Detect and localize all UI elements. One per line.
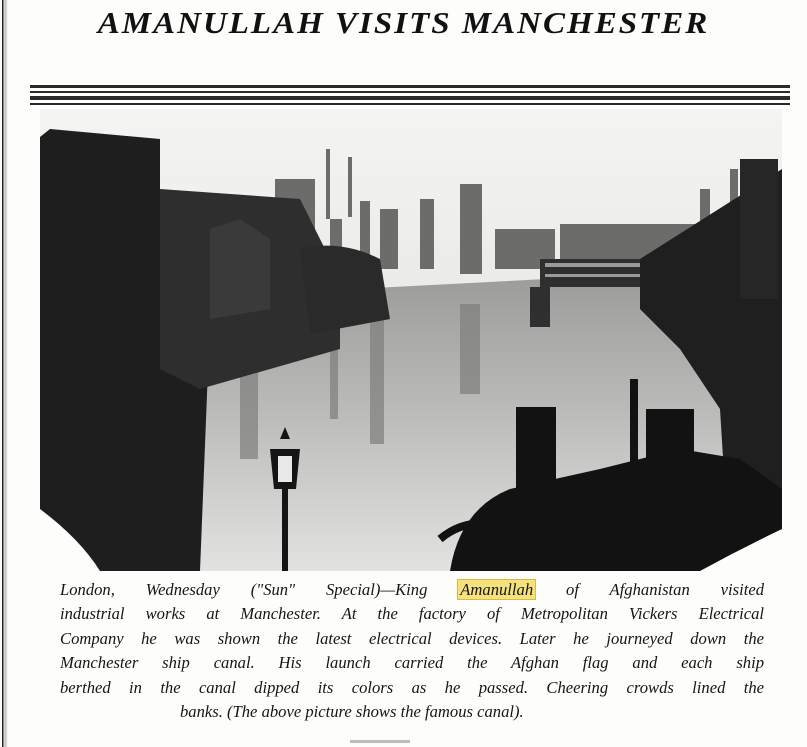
caption-line-5: berthed in the canal dipped its colors as he passed. Cheering crowds lined the xyxy=(60,677,764,697)
canal-photograph xyxy=(40,109,782,571)
headline: AMANULLAH VISITS MANCHESTER xyxy=(97,7,710,41)
caption-line-4: Manchester ship canal. His launch carried the Afghan flag and each ship xyxy=(60,653,764,673)
caption-line-2: industrial works at Manchester. At the factory of Metropolitan Vickers Electrical xyxy=(60,604,764,624)
caption-text: London, Wednesday ("Sun" Special)—King xyxy=(60,580,459,599)
photo-caption xyxy=(60,578,764,724)
moored-vessel xyxy=(300,246,390,334)
page-edge-rule xyxy=(2,0,8,747)
frame-rule xyxy=(30,85,790,88)
highlighted-name: Amanullah xyxy=(460,580,534,599)
caption-text: of Afghanistan visited xyxy=(535,580,764,599)
frame-rule xyxy=(30,103,790,105)
photo-frame xyxy=(30,85,790,575)
bottom-rule xyxy=(350,740,410,743)
frame-rule xyxy=(30,91,790,93)
caption-line-6: banks. (The above picture shows the famous canal). xyxy=(180,702,524,722)
frame-rule xyxy=(30,96,790,100)
caption-line-1 xyxy=(60,578,764,602)
caption-line-3: Company he was shown the latest electrical devices. Later he journeyed down the xyxy=(60,628,764,648)
